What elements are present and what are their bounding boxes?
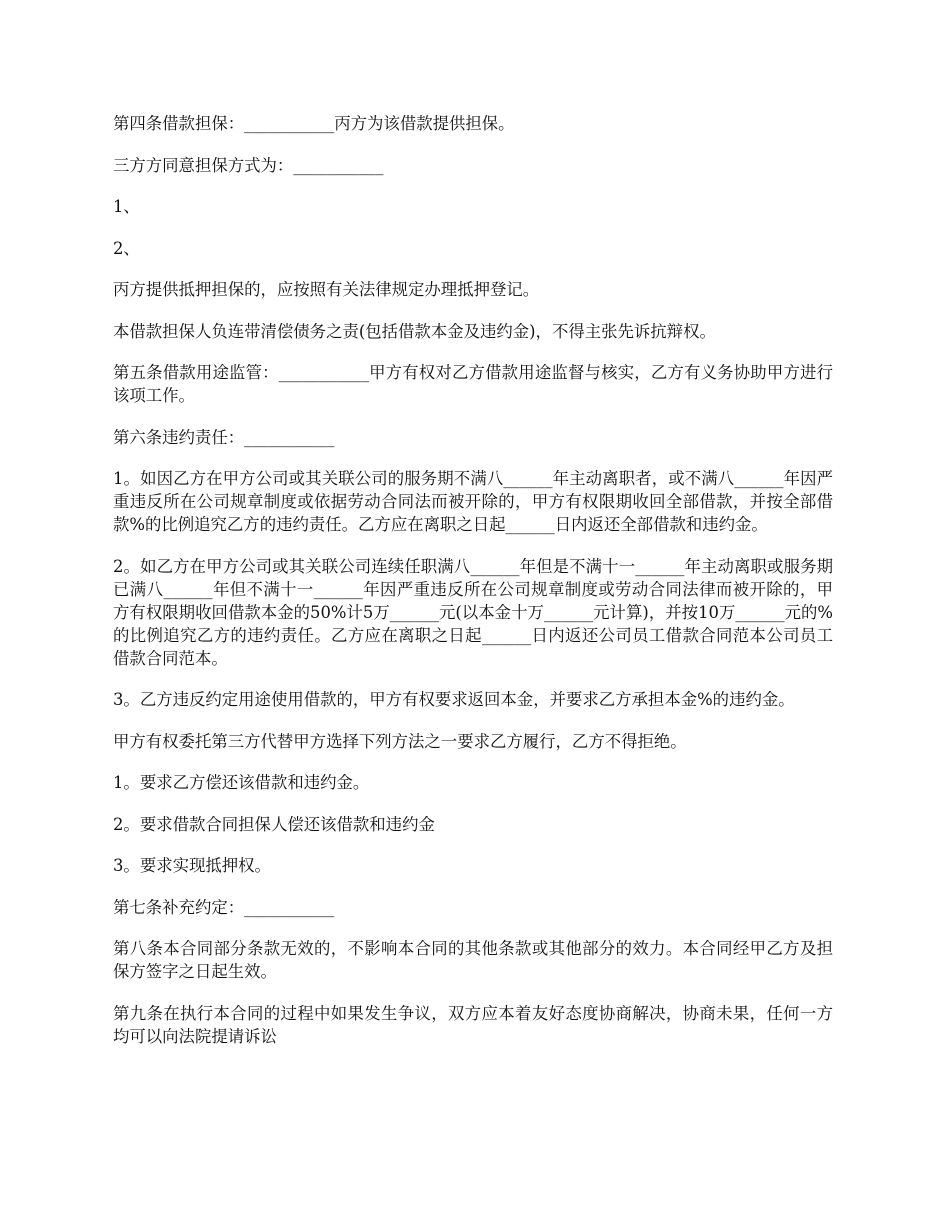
remedy-3: 3。要求实现抵押权。 — [113, 856, 271, 875]
guarantee-item-2: 2、 — [113, 238, 140, 258]
document-page — [113, 112, 833, 1066]
article-6-liability: 第六条违约责任：___________ — [113, 427, 335, 447]
liability-clause-3: 3。乙方违反约定用途使用借款的，甲方有权要求返回本金，并要求乙方承担本金%的违约金。 — [113, 690, 795, 709]
article-8-validity: 第八条本合同部分条款无效的，不影响本合同的其他条款或其他部分的效力。本合同经甲乙方及担保方签字之日起生效。 — [113, 939, 833, 981]
mortgage-registration: 丙方提供抵押担保的，应按照有关法律规定办理抵押登记。 — [113, 280, 540, 299]
third-party-entrust: 甲方有权委托第三方代替甲方选择下列方法之一要求乙方履行，乙方不得拒绝。 — [113, 731, 687, 751]
liability-clause-1: 1。如因乙方在甲方公司或其关联公司的服务期不满八______年主动离职者，或不满八______年因严重违反所在公司规章制度或依据劳动合同法而被开除的，甲方有权限期收回全部借款，并按全部借款%的比例追究乙方的违约责任。乙方应在离职之日起______日内返还全部借款和违约金。 — [113, 469, 833, 534]
remedy-1: 1。要求乙方偿还该借款和违约金。 — [113, 773, 370, 792]
article-9-disputes: 第九条在执行本合同的过程中如果发生争议，双方应本着友好态度协商解决，协商未果，任何一方均可以向法院提请诉讼 — [113, 1003, 833, 1046]
liability-clause-2: 2。如乙方在甲方公司或其关联公司连续任职满八______年但是不满十一______年主动离职或服务期已满八______年但不满十一______年因严重违反所在公司规章制度或劳动合同法律而被开除的，甲方有权限期收回借款本金的50%计5万______元(以本金十万______元计算)，并按10万______元的%的比例追究乙方的违约责任。乙方应在离职之日起______日内返还公司员工借款合同范本公司员工借款合同范本。 — [113, 556, 833, 668]
remedy-2: 2。要求借款合同担保人偿还该借款和违约金 — [113, 814, 435, 834]
article-5-supervision: 第五条借款用途监管：___________甲方有权对乙方借款用途监督与核实，乙方有义务协助甲方进行该项工作。 — [113, 363, 833, 405]
guarantee-item-1: 1、 — [113, 197, 140, 216]
guarantee-method: 三方方同意担保方式为：___________ — [113, 155, 384, 175]
joint-liability: 本借款担保人负连带清偿债务之责(包括借款本金及违约金)，不得主张先诉抗辩权。 — [113, 321, 716, 341]
article-4-guarantee: 第四条借款担保：___________丙方为该借款提供担保。 — [113, 114, 515, 133]
article-7-supplement: 第七条补充约定：___________ — [113, 897, 335, 917]
